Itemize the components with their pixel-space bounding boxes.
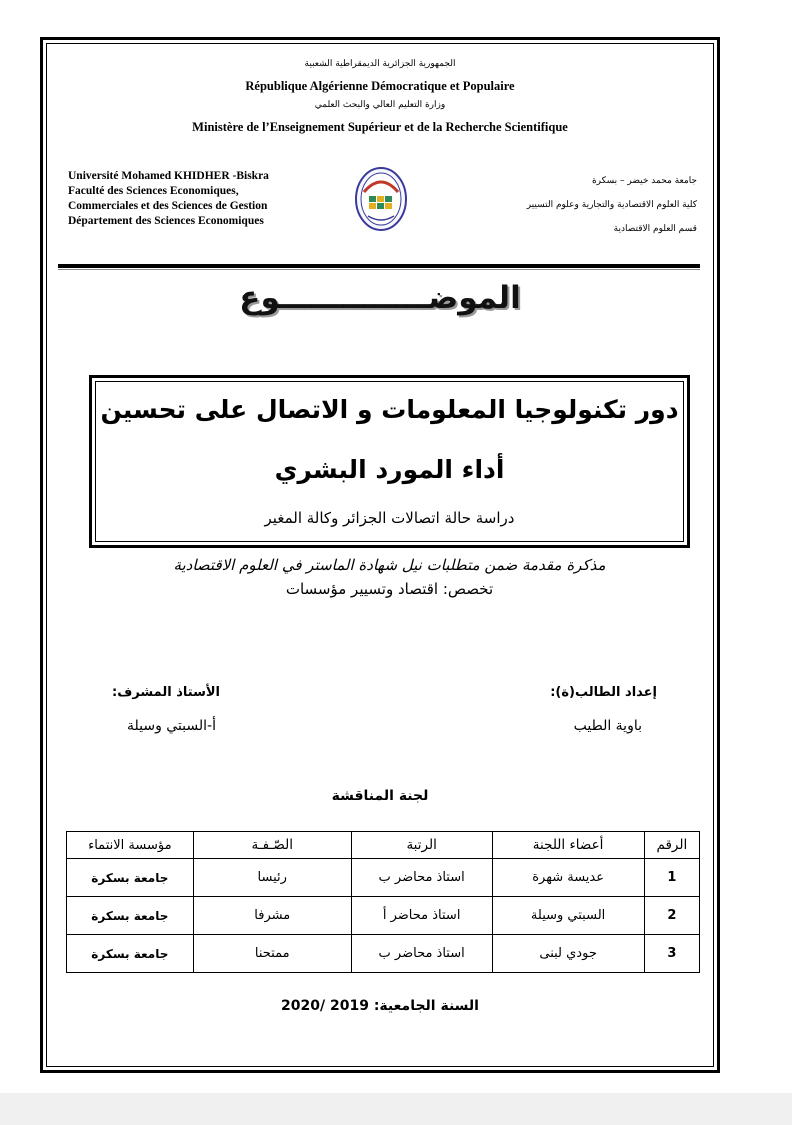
row-rank: استاذ محاضر ب (351, 859, 492, 897)
row-quality: مشرفا (193, 897, 351, 935)
header-number: الرقم (644, 832, 699, 859)
header-quality: الصّـفـة (193, 832, 351, 859)
university-french-block (68, 169, 318, 229)
supervisor-name: أ-السبتي وسيلة (126, 718, 216, 734)
row-number: 1 (644, 859, 699, 897)
table-row (67, 935, 700, 973)
header-divider-thin (58, 269, 700, 270)
committee-title: لجنة المناقشة (331, 788, 429, 804)
row-member: جودي لبنى (492, 935, 644, 973)
university-ar-line: جامعة محمد خيضر – بسكرة (591, 176, 697, 186)
republic-arabic: الجمهورية الجزائرية الديمقراطية الشعبية (304, 59, 456, 69)
university-seal-icon (354, 166, 408, 232)
student-label: إعداد الطالب(ة): (550, 685, 657, 700)
specialty: تخصص: اقتصاد وتسيير مؤسسات (285, 580, 494, 598)
memo-statement: مذكرة مقدمة ضمن متطلبات نيل شهادة الماستر في العلوم الاقتصادية (173, 556, 606, 574)
row-number: 3 (644, 935, 699, 973)
header-institution: مؤسسة الانتماء (67, 832, 194, 859)
student-name: باوية الطيب (573, 718, 642, 734)
university-ar-line: قسم العلوم الاقتصادية (613, 224, 697, 234)
row-member: عديسة شهرة (492, 859, 644, 897)
thesis-title-line1: دور تكنولوجيا المعلومات و الاتصال على تحسين (100, 395, 679, 424)
university-fr-line: Faculté des Sciences Economiques, (68, 185, 239, 197)
republic-french: République Algérienne Démocratique et Populaire (245, 79, 515, 93)
university-ar-line: كلية العلوم الاقتصادية والتجارية وعلوم التسيير (526, 200, 697, 210)
row-institution: جامعة بسكرة (67, 859, 194, 897)
page-bottom-gap (0, 1093, 792, 1125)
academic-year: السنة الجامعية: 2019 /2020 (281, 998, 479, 1014)
committee-table (66, 831, 700, 973)
subject-heading: الموضــــــــــــــوع (239, 280, 521, 316)
thesis-title-line2: أداء المورد البشري (274, 455, 505, 484)
university-arabic-block (447, 169, 697, 241)
header-members: أعضاء اللجنة (492, 832, 644, 859)
supervisor-label: الأستاذ المشرف: (112, 685, 220, 700)
row-institution: جامعة بسكرة (67, 935, 194, 973)
row-quality: ممتحنا (193, 935, 351, 973)
university-fr-line: Université Mohamed KHIDHER -Biskra (68, 170, 269, 182)
ministry-arabic: وزارة التعليم العالي والبحث العلمي (314, 100, 446, 110)
header-rank: الرتبة (351, 832, 492, 859)
row-rank: استاذ محاضر أ (351, 897, 492, 935)
row-institution: جامعة بسكرة (67, 897, 194, 935)
row-number: 2 (644, 897, 699, 935)
header-divider (58, 264, 700, 268)
table-header-row (67, 832, 700, 859)
ministry-french: Ministère de l’Enseignement Supérieur et de la Recherche Scientifique (192, 120, 568, 134)
table-row (67, 897, 700, 935)
case-study: دراسة حالة اتصالات الجزائر وكالة المغير (264, 509, 515, 527)
table-row (67, 859, 700, 897)
university-fr-line: Commerciales et des Sciences de Gestion (68, 200, 268, 212)
university-fr-line: Département des Sciences Economiques (68, 215, 264, 227)
row-member: السبتي وسيلة (492, 897, 644, 935)
row-quality: رئيسا (193, 859, 351, 897)
row-rank: استاذ محاضر ب (351, 935, 492, 973)
